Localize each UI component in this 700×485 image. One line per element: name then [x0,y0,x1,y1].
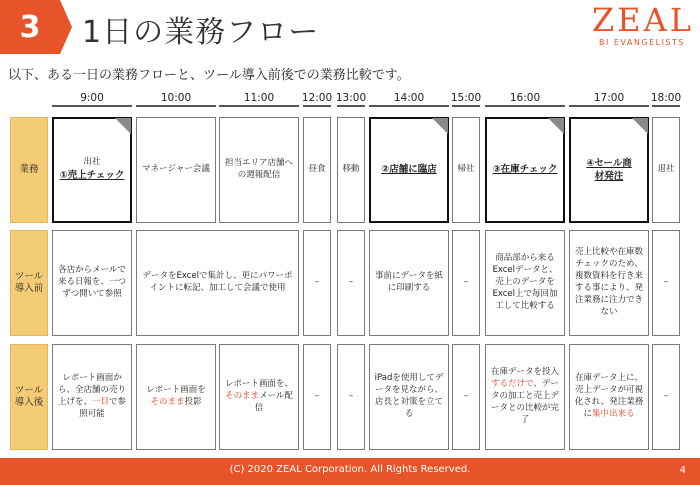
before-cell [652,230,680,336]
folded-corner [115,118,131,134]
footer-bar [0,458,700,485]
before-cell-text: 事前にデータを紙に印刷する [374,271,443,293]
after-highlight-text: そのまま [150,397,185,407]
page-number: 4 [679,465,686,476]
work-cell-store-visit [369,117,449,223]
logo-sub-text: BI EVANGELISTS [599,38,685,47]
before-cell-merged [136,230,299,336]
after-text-part: 投影 [184,397,202,407]
time-label: 18:00 [650,92,682,104]
work-cell-inventory-check [485,117,565,223]
before-cell-text: 売上比較や在庫数チェックのため、複数資料を行き来する事により、発注業務に注力できない [574,247,643,317]
after-cell [569,344,649,450]
work-cell-return [452,117,480,223]
section-number: 3 [19,9,41,45]
after-text-part: で参照可能 [79,397,127,419]
after-cell-text: – [348,391,354,402]
after-text-part: 、データの加工と売上データとの比較が完了 [490,379,559,425]
before-cell-text: – [663,277,669,288]
folded-corner [632,118,648,134]
timeline-segment [569,105,649,107]
before-cell-text: – [348,277,354,288]
after-cell-text [223,379,295,415]
work-cell-text: 昼食 [308,164,326,175]
timeline-segment [652,105,680,107]
timeline-segment [303,105,331,107]
work-cell-text: マネージャー会議 [142,164,210,175]
row-label-work: 業務 [10,117,48,223]
folded-corner [548,118,564,134]
after-cell-text: – [663,391,669,402]
after-cell-text [56,373,128,421]
work-cell-text: 出社 [83,157,101,168]
work-cell-title: ④セール商材発注 [586,157,632,182]
after-cell [369,344,449,450]
work-cell-title: ①売上チェック [59,170,125,182]
work-cell-move [337,117,365,223]
timeline-segment [136,105,216,107]
timeline-segment [219,105,299,107]
before-cell [52,230,132,336]
section-number-badge [0,0,60,54]
after-cell [303,344,331,450]
work-cell-weekly-report [219,117,299,223]
after-cell-text: iPadを使用してデータを見ながら、店長と対策を立てる [374,373,444,419]
after-text-part: レポート画面を [146,385,206,396]
work-cell-text: 帰社 [457,164,475,175]
row-label-before: ツール 導入前 [10,230,48,336]
after-cell-text [146,385,206,409]
after-cell [136,344,216,450]
after-cell-text [573,373,645,421]
timeline-segment [52,105,132,107]
timeline-segment [369,105,449,107]
work-cell-text: 担当エリア店舗への週報配信 [224,158,293,180]
work-cell-title: ②店舗に臨店 [381,164,437,176]
after-highlight-text: 集中出来る [592,408,635,419]
work-cell-leave [652,117,680,223]
time-label: 12:00 [301,92,333,104]
work-cell-sale-order [569,117,649,223]
before-cell-text: 商品部から来るExcelデータと、売上のデータをExcel上で毎回加工して比較する [492,253,558,311]
time-label: 17:00 [593,92,625,104]
before-cell [337,230,365,336]
after-highlight-text: するだけで [491,379,534,390]
before-cell [485,230,565,336]
folded-corner [432,118,448,134]
time-label: 16:00 [509,92,541,104]
after-cell-text: – [463,391,469,402]
after-text-part: 在庫データを投入 [490,367,559,378]
after-cell [337,344,365,450]
work-cell-sales-check [52,117,132,223]
before-cell [569,230,649,336]
timeline-segment [337,105,365,107]
after-highlight-text: 一目 [91,397,109,407]
before-cell-text: – [463,277,469,288]
after-cell [652,344,680,450]
after-text-part: レポート画面を、 [224,379,293,390]
row-label-after: ツール 導入後 [10,344,48,450]
after-cell-text [489,367,561,426]
work-cell-text: 移動 [342,164,360,175]
before-cell-text: データをExcelで集計し、更にパワーポイントに転記、加工して会議で使用 [142,271,293,293]
slide-subtitle: 以下、ある一日の業務フローと、ツール導入前後での業務比較です。 [8,68,410,83]
timeline-segment [485,105,565,107]
time-label: 15:00 [450,92,482,104]
before-cell [303,230,331,336]
after-text-part: 在庫データ上に、売上データが可視化され、発注業務に [574,373,644,419]
after-cell [485,344,565,450]
work-cell-text: 退社 [657,164,675,175]
after-text-part: メール配信 [254,391,293,413]
time-label: 14:00 [393,92,425,104]
before-cell [452,230,480,336]
time-label: 9:00 [80,92,104,104]
before-cell-text: 各店からメールで来る日報を、一つずつ開いて参照 [57,265,126,299]
before-cell [369,230,449,336]
after-text-part: レポート画面から、全店舗の売り上げを、 [57,373,126,407]
after-cell [219,344,299,450]
time-label: 13:00 [335,92,367,104]
time-label: 10:00 [160,92,192,104]
work-cell-manager-meeting [136,117,216,223]
logo-main-text: ZEAL [592,1,694,39]
work-cell-title: ③在庫チェック [492,164,558,176]
before-cell-text: – [314,277,320,288]
copyright-text: (C) 2020 ZEAL Corporation. All Rights Reserved. [229,464,471,475]
page-title: 1日の業務フロー [82,15,320,50]
timeline-segment [452,105,480,107]
after-cell [452,344,480,450]
after-cell [52,344,132,450]
after-cell-text: – [314,391,320,402]
work-cell-lunch [303,117,331,223]
company-logo [592,2,692,47]
after-highlight-text: そのまま [225,391,260,402]
time-label: 11:00 [243,92,275,104]
